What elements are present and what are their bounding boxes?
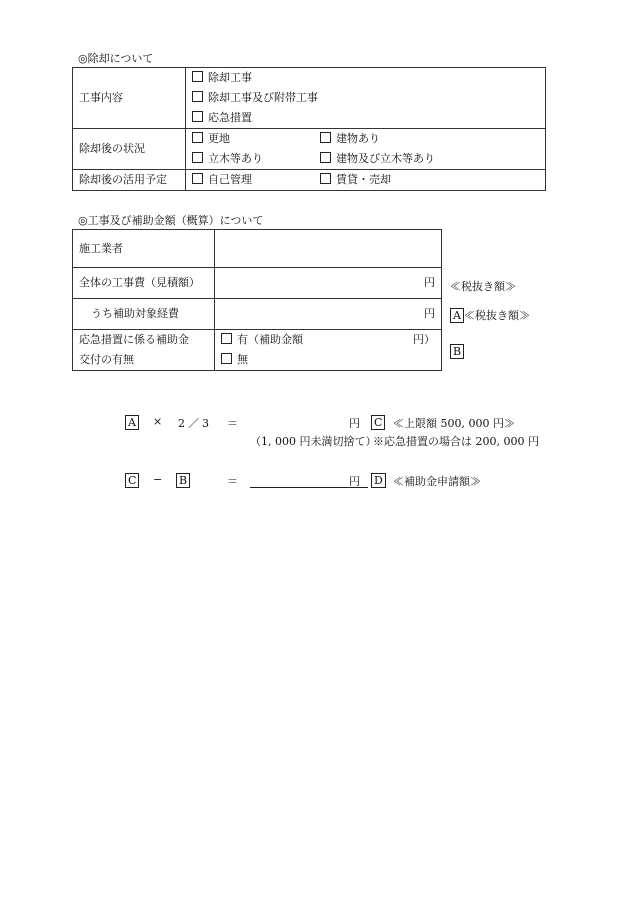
checkbox[interactable] [320, 152, 331, 163]
calc2-d [371, 473, 386, 488]
work-row [73, 68, 546, 129]
box-b: B [176, 473, 190, 488]
limit-note: ≪上限額 500, 000 円≫ [393, 417, 515, 430]
calc2-b [176, 473, 190, 488]
calc-a [125, 415, 139, 430]
demolition-table [72, 67, 546, 191]
box-c: C [125, 473, 139, 488]
subsidy-target-label: うち補助対象経費 [73, 299, 215, 330]
checkbox[interactable] [221, 333, 232, 344]
contractor-row [73, 230, 442, 268]
plan-label: 除却後の活用予定 [73, 170, 186, 191]
times-symbol: × [153, 415, 163, 428]
minus-symbol: − [153, 473, 163, 486]
subsidy-target-input[interactable] [215, 299, 442, 330]
option-rent-or-sell[interactable]: 賃貸・売却 [320, 173, 391, 186]
label-box-a: A [450, 308, 464, 323]
subsidy-tax-note: ≪税抜き額≫ [463, 309, 530, 322]
status-label: 除却後の状況 [73, 129, 186, 170]
apply-note: ≪補助金申請額≫ [393, 475, 481, 488]
checkbox[interactable] [320, 132, 331, 143]
option-emergency-measures[interactable]: 応急措置 [192, 108, 539, 128]
equals-symbol: ＝ [227, 417, 238, 430]
total-cost-row [73, 268, 442, 299]
option-emergency-yes[interactable]: 有（補助金額 円） [221, 330, 435, 350]
box-c: C [371, 415, 385, 430]
yen-unit: 円 [349, 475, 360, 488]
box-b-row [450, 344, 464, 359]
yen-unit: 円 [424, 307, 435, 320]
contractor-label: 施工業者 [73, 230, 215, 268]
box-d: D [371, 473, 386, 488]
option-vacant-land[interactable]: 更地 [192, 129, 320, 149]
plan-row [73, 170, 546, 191]
checkbox[interactable] [221, 353, 232, 364]
checkbox[interactable] [320, 173, 331, 184]
label-box-b: B [450, 344, 464, 359]
contractor-input[interactable] [215, 230, 442, 268]
total-cost-label: 全体の工事費（見積額） [73, 268, 215, 299]
option-building-exists[interactable]: 建物あり [320, 132, 380, 145]
emergency-limit-note: ※応急措置の場合は 200, 000 円 [373, 435, 539, 448]
emergency-label: 応急措置に係る補助金 交付の有無 [73, 330, 215, 371]
checkbox[interactable] [192, 91, 203, 102]
calc-c [371, 415, 385, 430]
fraction-two-thirds: 2／3 [178, 417, 212, 430]
checkbox[interactable] [192, 71, 203, 82]
rounding-note: （1, 000 円未満切捨て） [250, 435, 377, 448]
section1-heading: ◎除却について [78, 52, 154, 65]
option-demolition-and-ancillary[interactable]: 除却工事及び附帯工事 [192, 88, 539, 108]
subsidy-target-row [73, 299, 442, 330]
calc2-c [125, 473, 139, 488]
equals-symbol: ＝ [227, 475, 238, 488]
checkbox[interactable] [192, 132, 203, 143]
cost-table [72, 229, 442, 371]
section2-heading: ◎工事及び補助金額（概算）について [78, 214, 264, 227]
total-cost-input[interactable] [215, 268, 442, 299]
option-emergency-no[interactable]: 無 [221, 350, 435, 370]
emergency-row [73, 330, 442, 371]
box-a-row [450, 307, 530, 323]
option-building-and-trees[interactable]: 建物及び立木等あり [320, 152, 435, 165]
yen-unit: 円 [349, 417, 360, 430]
total-tax-note: ≪税抜き額≫ [450, 280, 516, 293]
option-demolition[interactable]: 除却工事 [192, 68, 539, 88]
checkbox[interactable] [192, 111, 203, 122]
option-self-manage[interactable]: 自己管理 [192, 170, 320, 190]
yen-unit: 円 [424, 276, 435, 289]
option-trees-exist[interactable]: 立木等あり [192, 149, 320, 169]
box-a: A [125, 415, 139, 430]
checkbox[interactable] [192, 152, 203, 163]
work-label: 工事内容 [73, 68, 186, 129]
status-row [73, 129, 546, 170]
checkbox[interactable] [192, 173, 203, 184]
